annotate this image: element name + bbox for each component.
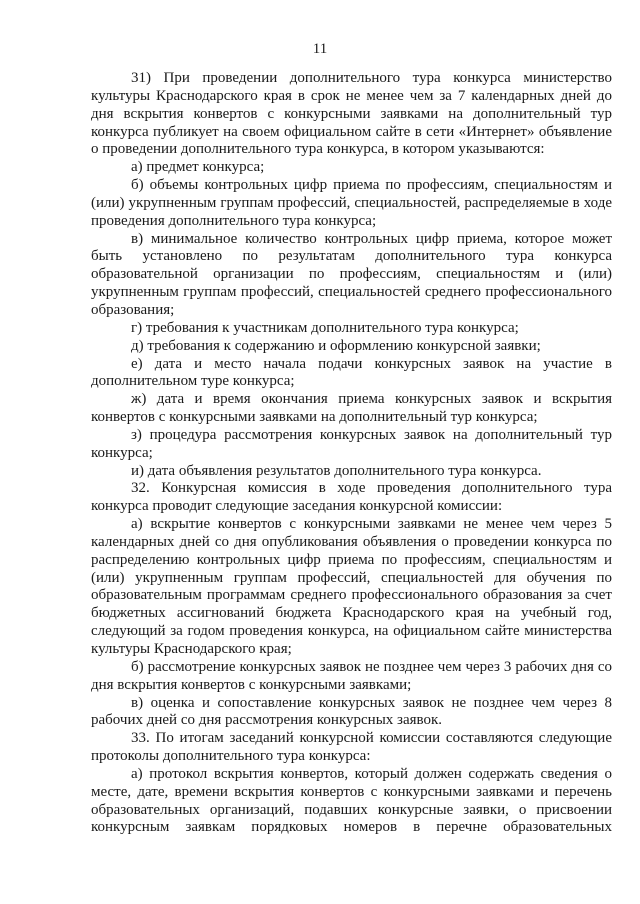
list-item-zh: ж) дата и время окончания приема конкурсных заявок и вскрытия конвертов с конкурсными заявками на дополнительный тур конкурса; [91, 391, 612, 426]
list-item-e: е) дата и место начала подачи конкурсных заявок на участие в дополнительном туре конкурса; [91, 355, 612, 390]
list-item-a: а) предмет конкурса; [131, 159, 265, 176]
list-item-32-v: в) оценка и сопоставление конкурсных заявок не позднее чем через 8 рабочих дней со дня рассмотрения конкурсных заявок. [91, 694, 612, 729]
page-number: 11 [312, 41, 328, 57]
paragraph-33: 33. По итогам заседаний конкурсной комиссии составляются следующие протоколы дополнительного тура конкурса: [91, 730, 612, 765]
list-item-g: г) требования к участникам дополнительного тура конкурса; [131, 319, 519, 336]
list-item-i: и) дата объявления результатов дополнительного тура конкурса. [131, 462, 542, 479]
paragraph-32: 32. Конкурсная комиссия в ходе проведения дополнительного тура конкурса проводит следующие заседания конкурсной комиссии: [91, 480, 612, 515]
list-item-b: б) объемы контрольных цифр приема по профессиям, специальностям и (или) укрупненным группам профессий, специальностей, распределяемые в ходе проведения дополнительного тура конкурса; [91, 177, 612, 229]
list-item-32-a: а) вскрытие конвертов с конкурсными заявками не менее чем через 5 календарных дней со дня опубликования объявления о проведении конкурса по распределению контрольных цифр приема по профессиям, специальностям и (или) укрупненным группам профессий, специальностей для обучения по образовательным программам среднего профессионального образования за счет бюджетных ассигнований бюджета Краснодарского края на учебный год, следующий за годом проведения конкурса, на официальном сайте министерства культуры Краснодарского края; [91, 516, 612, 657]
list-item-32-b: б) рассмотрение конкурсных заявок не позднее чем через 3 рабочих дня со дня вскрытия конвертов с конкурсными заявками; [91, 658, 612, 693]
paragraph-31: 31) При проведении дополнительного тура конкурса министерство культуры Краснодарского края в срок не менее чем за 7 календарных дней до дня вскрытия конвертов с конкурсными заявками на дополнительный тур конкурса публикует на своем официальном сайте в сети «Интернет» объявление о проведении дополнительного тура конкурса, в котором указываются: [91, 70, 612, 158]
document-body [91, 70, 612, 837]
list-item-33-a: а) протокол вскрытия конвертов, который должен содержать сведения о месте, дате, времени вскрытия конвертов с конкурсными заявками и перечень образовательных организаций, подавших конкурсные заявки, о присвоении конкурсным заявкам порядковых номеров в перечне образовательных [91, 765, 612, 836]
list-item-d: д) требования к содержанию и оформлению конкурсной заявки; [131, 337, 541, 354]
list-item-z: з) процедура рассмотрения конкурсных заявок на дополнительный тур конкурса; [91, 426, 612, 461]
list-item-v: в) минимальное количество контрольных цифр приема, которое может быть установлено по результатам дополнительного тура конкурса образовательной организации по профессиям, специальностям и (или) укрупненным группам профессий, специальностей среднего профессионального образования; [91, 230, 612, 318]
